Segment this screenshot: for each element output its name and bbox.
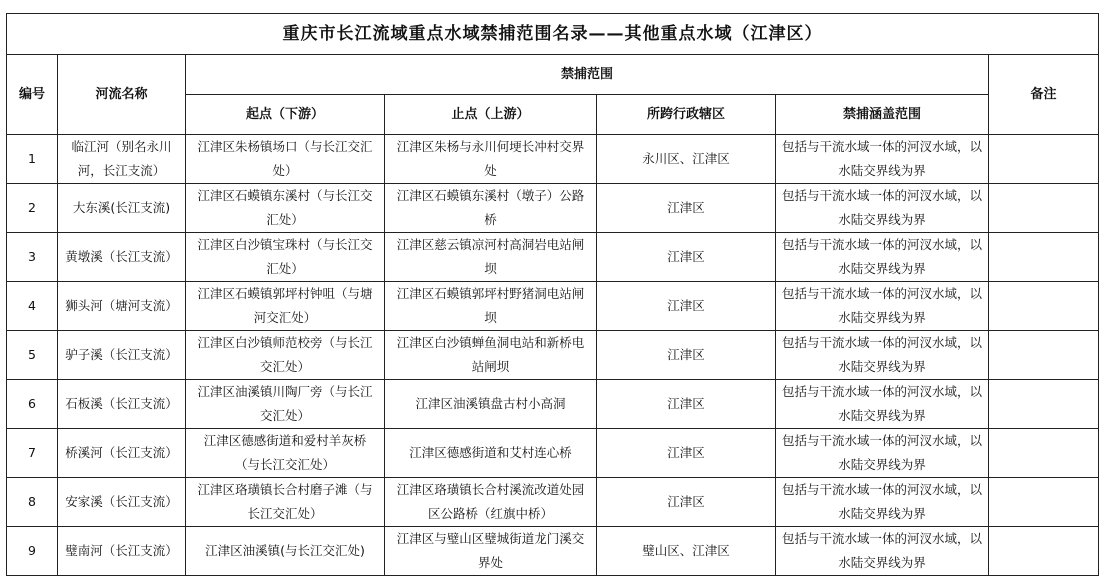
table-row (7, 184, 1099, 233)
cell-end-point: 江津区慈云镇凉河村高洞岩电站闸坝 (385, 233, 597, 282)
table-title: 重庆市长江流域重点水域禁捕范围名录——其他重点水域（江津区） (7, 14, 1099, 55)
cell-coverage: 包括与干流水域一体的河汊水域，以水陆交界线为界 (776, 282, 989, 331)
cell-start-point: 江津区珞璜镇长合村磨子滩（与长江交汇处） (186, 478, 385, 527)
cell-coverage: 包括与干流水域一体的河汊水域，以水陆交界线为界 (776, 429, 989, 478)
table-row (7, 429, 1099, 478)
cell-row-number: 9 (7, 527, 58, 576)
cell-remark (989, 478, 1099, 527)
cell-river-name: 驴子溪（长江支流） (58, 331, 186, 380)
cell-remark (989, 380, 1099, 429)
cell-river-name: 安家溪（长江支流） (58, 478, 186, 527)
cell-river-name: 狮头河（塘河支流） (58, 282, 186, 331)
cell-end-point: 江津区石蟆镇东溪村（墩子）公路桥 (385, 184, 597, 233)
cell-row-number: 5 (7, 331, 58, 380)
cell-end-point: 江津区朱杨与永川何埂长冲村交界处 (385, 135, 597, 184)
cell-river-name: 桥溪河（长江支流） (58, 429, 186, 478)
table-row (7, 282, 1099, 331)
cell-remark (989, 135, 1099, 184)
cell-coverage: 包括与干流水域一体的河汊水域，以水陆交界线为界 (776, 478, 989, 527)
cell-end-point: 江津区油溪镇盘古村小高洞 (385, 380, 597, 429)
cell-district: 璧山区、江津区 (597, 527, 776, 576)
cell-end-point: 江津区珞璜镇长合村溪流改道处园区公路桥（红旗中桥） (385, 478, 597, 527)
table-body (7, 135, 1099, 576)
cell-coverage: 包括与干流水域一体的河汊水域，以水陆交界线为界 (776, 527, 989, 576)
cell-river-name: 黄墩溪（长江支流） (58, 233, 186, 282)
cell-remark (989, 527, 1099, 576)
cell-end-point: 江津区白沙镇蝉鱼洞电站和新桥电站闸坝 (385, 331, 597, 380)
cell-row-number: 6 (7, 380, 58, 429)
cell-row-number: 4 (7, 282, 58, 331)
cell-start-point: 江津区石蟆镇东溪村（与长江交汇处） (186, 184, 385, 233)
cell-row-number: 2 (7, 184, 58, 233)
cell-coverage: 包括与干流水域一体的河汊水域，以水陆交界线为界 (776, 135, 989, 184)
cell-river-name: 石板溪（长江支流） (58, 380, 186, 429)
cell-coverage: 包括与干流水域一体的河汊水域，以水陆交界线为界 (776, 184, 989, 233)
cell-end-point: 江津区石蟆镇郭坪村野猪洞电站闸坝 (385, 282, 597, 331)
cell-end-point: 江津区德感街道和艾村连心桥 (385, 429, 597, 478)
fishing-ban-table (6, 13, 1099, 576)
cell-remark (989, 429, 1099, 478)
header-district: 所跨行政辖区 (597, 95, 776, 135)
header-remark: 备注 (989, 55, 1099, 135)
cell-remark (989, 282, 1099, 331)
cell-district: 江津区 (597, 233, 776, 282)
cell-district: 江津区 (597, 331, 776, 380)
header-ban-scope: 禁捕范围 (186, 55, 989, 95)
cell-district: 永川区、江津区 (597, 135, 776, 184)
cell-district: 江津区 (597, 478, 776, 527)
cell-start-point: 江津区朱杨镇场口（与长江交汇处） (186, 135, 385, 184)
cell-district: 江津区 (597, 429, 776, 478)
table-row (7, 233, 1099, 282)
cell-river-name: 璧南河（长江支流） (58, 527, 186, 576)
cell-start-point: 江津区德感街道和爱村羊灰桥（与长江交汇处） (186, 429, 385, 478)
cell-remark (989, 331, 1099, 380)
cell-row-number: 1 (7, 135, 58, 184)
cell-start-point: 江津区白沙镇宝珠村（与长江交汇处） (186, 233, 385, 282)
cell-district: 江津区 (597, 282, 776, 331)
cell-start-point: 江津区油溪镇(与长江交汇处) (186, 527, 385, 576)
cell-remark (989, 233, 1099, 282)
cell-coverage: 包括与干流水域一体的河汊水域，以水陆交界线为界 (776, 233, 989, 282)
cell-river-name: 临江河（别名永川河，长江支流） (58, 135, 186, 184)
cell-district: 江津区 (597, 380, 776, 429)
header-river-name: 河流名称 (58, 55, 186, 135)
header-coverage: 禁捕涵盖范围 (776, 95, 989, 135)
cell-remark (989, 184, 1099, 233)
table-row (7, 478, 1099, 527)
cell-start-point: 江津区石蟆镇郭坪村钟咀（与塘河交汇处） (186, 282, 385, 331)
cell-coverage: 包括与干流水域一体的河汊水域，以水陆交界线为界 (776, 380, 989, 429)
header-number: 编号 (7, 55, 58, 135)
header-end-point: 止点（上游） (385, 95, 597, 135)
header-start-point: 起点（下游） (186, 95, 385, 135)
cell-start-point: 江津区白沙镇师范校旁（与长江交汇处） (186, 331, 385, 380)
cell-district: 江津区 (597, 184, 776, 233)
table-row (7, 135, 1099, 184)
cell-row-number: 8 (7, 478, 58, 527)
cell-row-number: 7 (7, 429, 58, 478)
cell-river-name: 大东溪(长江支流) (58, 184, 186, 233)
cell-end-point: 江津区与璧山区璧城街道龙门溪交界处 (385, 527, 597, 576)
table-row (7, 527, 1099, 576)
cell-row-number: 3 (7, 233, 58, 282)
table-row (7, 380, 1099, 429)
cell-coverage: 包括与干流水域一体的河汊水域，以水陆交界线为界 (776, 331, 989, 380)
table-row (7, 331, 1099, 380)
cell-start-point: 江津区油溪镇川陶厂旁（与长江交汇处） (186, 380, 385, 429)
